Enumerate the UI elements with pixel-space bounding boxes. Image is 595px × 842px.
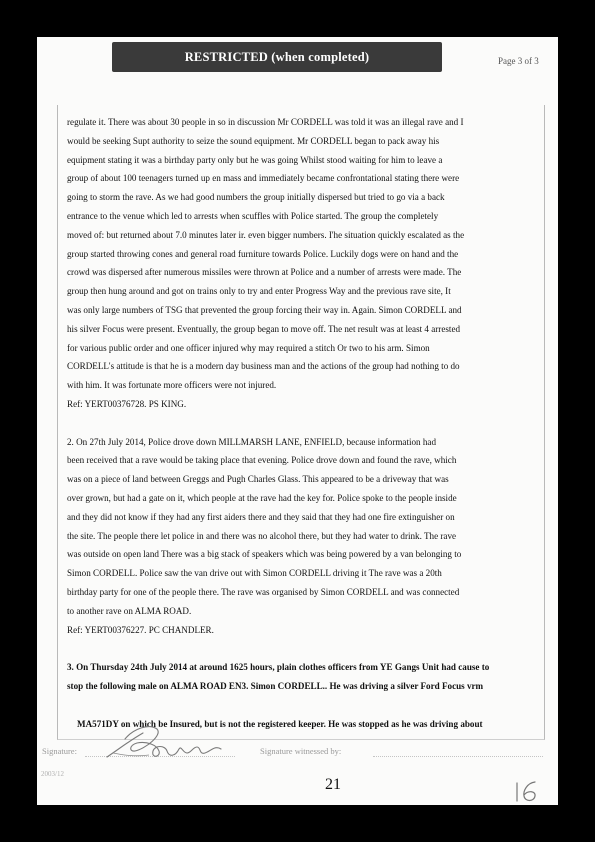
handwritten-signature <box>99 719 249 767</box>
statement-line: group started throwing cones and general road furniture towards Police. Luckily dogs were on hand and the <box>67 248 459 259</box>
statement-line: stop the following male on ALMA ROAD EN3. Simon CORDELL.. He was driving a silver Ford Focus vrm <box>67 680 484 691</box>
statement-line: crowd was dispersed after numerous missiles were thrown at Police and a number of arrests were made. The <box>67 267 462 278</box>
statement-line: for various public order and one officer injured why may required a stitch Or two to his arm. Simon <box>67 342 430 353</box>
statement-line: with him. It was fortunate more officers were not injured. <box>67 380 277 391</box>
signature-label: Signature: <box>42 746 77 756</box>
witness-label: Signature witnessed by: <box>260 746 342 756</box>
page-number: 21 <box>325 776 341 793</box>
form-code: 2003/12 <box>41 770 64 778</box>
statement-line: Simon CORDELL. Police saw the van drive out with Simon CORDELL driving it The rave was a 20th <box>67 568 442 579</box>
paragraph-gap <box>67 696 537 715</box>
paragraph-gap <box>67 639 537 658</box>
statement-line: and they did not know if they had any first aiders there and they said that they had one fire extinguisher on <box>67 511 455 522</box>
page-indicator: Page 3 of 3 <box>498 56 539 66</box>
statement-line: going to storm the rave. As we had good numbers the group initially dispersed but tried to go via a back <box>67 192 445 203</box>
statement-line: entrance to the venue which led to arrests when scuffles with Police started. The group the completely <box>67 210 439 221</box>
statement-line: over grown, but had a gate on it, which people at the rave had the key for. Police spoke to the people inside <box>67 492 457 503</box>
statement-line: would be seeking Supt authority to seize the sound equipment. Mr CORDELL began to pack away his <box>67 135 440 146</box>
statement-line: equipment stating it was a birthday party only but he was going Whilst stood waiting for him to leave a <box>67 154 443 165</box>
paragraph-gap <box>67 414 537 433</box>
statement-line: been received that a rave would be taking place that evening. Police drove down and found the rave, which <box>67 455 457 466</box>
statement-line: 2. On 27th July 2014, Police drove down MILLMARSH LANE, ENFIELD, because information had <box>67 436 437 447</box>
handwritten-page-number <box>513 779 543 803</box>
statement-line: MA571DY on which be Insured, but is not the registered keeper. He was stopped as he was driving about <box>77 718 483 729</box>
statement-line: moved of: but returned about 7.0 minutes later ir. even bigger numbers. I'he situation quickly escalated as the <box>67 229 465 240</box>
statement-line: birthday party for one of the people there. The rave was organised by Simon CORDELL and was connected <box>67 586 460 597</box>
statement-line: CORDELL's attitude is that he is a modern day business man and the actions of the group had nothing to do <box>67 361 460 372</box>
statement-line: was outside on open land There was a big stack of speakers which was being powered by a van belonging to <box>67 549 462 560</box>
restricted-banner <box>112 42 442 72</box>
statement-line: Ref: YERT00376227. PC CHANDLER. <box>67 624 214 635</box>
statement-line: was on a piece of land between Greggs and Pugh Charles Glass. This appeared to be a driveway that was <box>67 474 449 485</box>
statement-line: was only large numbers of TSG that prevented the group forcing their way in. Again. Simon CORDELL and <box>67 304 462 315</box>
statement-line: regulate it. There was about 30 people in so in discussion Mr CORDELL was told it was an illegal rave and I <box>67 117 464 127</box>
banner-text: RESTRICTED (when completed) <box>184 50 370 64</box>
statement-line: the site. The people there let police in and there was no alcohol there, but they had water to drink. The rave <box>67 530 457 541</box>
statement-line: his silver Focus were present. Eventually, the group began to move off. The net result was at least 4 arrested <box>67 323 461 334</box>
statement-line: group then hung around and got on trains only to try and enter Progress Way and the previous rave site, It <box>67 286 451 297</box>
statement-line: group of about 100 teenagers turned up en mass and immediately became confrontational stating there were <box>67 173 460 184</box>
statement-line: to another rave on ALMA ROAD. <box>67 605 192 616</box>
statement-line: 3. On Thursday 24th July 2014 at around 1625 hours, plain clothes officers from YE Gangs Unit had cause to <box>67 662 490 673</box>
witness-dotted-line <box>373 756 543 757</box>
statement-body <box>67 113 537 733</box>
document-page <box>37 37 558 805</box>
statement-line: Ref: YERT00376728. PS KING. <box>67 398 187 409</box>
